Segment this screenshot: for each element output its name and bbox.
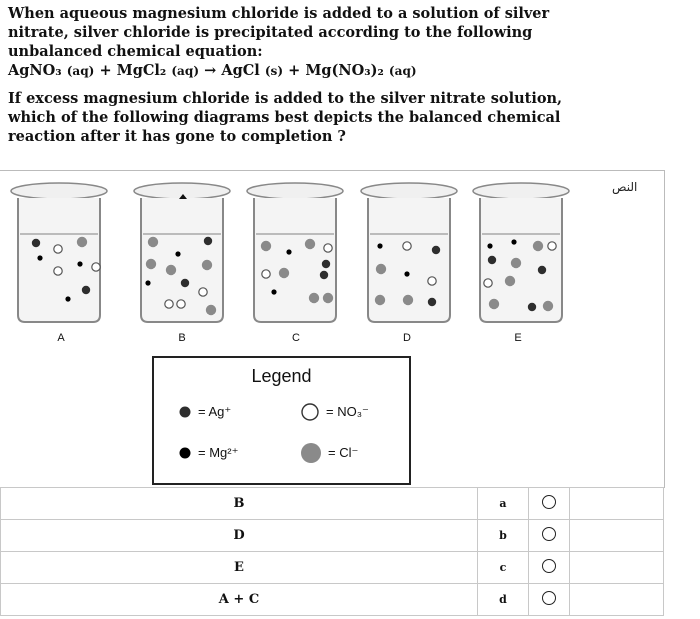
- ag-ion: [538, 266, 546, 274]
- legend-label-ag: = Ag⁺: [198, 404, 232, 419]
- ag-ion: [32, 239, 40, 247]
- ag-ion: [322, 260, 330, 268]
- beaker-c: [244, 180, 346, 328]
- beaker-b: [131, 180, 233, 328]
- beaker-d: [358, 180, 460, 328]
- option-radio-c[interactable]: [542, 559, 556, 573]
- reaction-arrow: →: [204, 62, 217, 79]
- legend-item-mg: [178, 445, 238, 461]
- reactant-agno3: AgNO₃: [8, 62, 62, 79]
- cl-ion: [543, 301, 553, 311]
- legend-label-no3: = NO₃⁻: [326, 404, 369, 419]
- option-row-d[interactable]: [1, 584, 664, 616]
- product-agcl: AgCl: [221, 62, 260, 79]
- cl-ion: [505, 276, 515, 286]
- option-text: D: [1, 520, 478, 552]
- beaker-label-d: D: [403, 332, 411, 344]
- mg-ion: [511, 239, 516, 244]
- beaker-e: [470, 180, 572, 328]
- legend-label-mg: = Mg²⁺: [198, 445, 239, 460]
- ag-ion: [320, 271, 328, 279]
- legend-item-ag: [178, 404, 231, 420]
- ag-ion-symbol: [178, 405, 192, 419]
- cl-ion: [261, 241, 271, 251]
- no3-ion: [54, 267, 62, 275]
- beaker-label-e: E: [514, 332, 522, 344]
- beaker-a: [8, 180, 110, 328]
- mg-ion: [65, 296, 70, 301]
- cl-ion-symbol: [300, 442, 322, 464]
- ag-ion: [204, 237, 212, 245]
- state-aq: (aq): [66, 64, 95, 78]
- no3-ion: [484, 279, 492, 287]
- question-paragraph-1: When aqueous magnesium chloride is added to a solution of silver nitrate, silver chloride is precipitated according to the following unbalanced chemical equation:: [8, 5, 550, 60]
- cl-ion: [279, 268, 289, 278]
- plus-sign: +: [99, 62, 112, 79]
- mg-ion: [487, 243, 492, 248]
- question-text: [8, 4, 588, 146]
- ag-ion: [428, 298, 436, 306]
- cl-ion: [146, 259, 156, 269]
- cl-ion: [403, 295, 413, 305]
- cl-ion: [206, 305, 216, 315]
- no3-ion: [403, 242, 411, 250]
- ag-ion: [181, 279, 189, 287]
- cl-ion: [323, 293, 333, 303]
- beaker-label-c: C: [292, 332, 300, 344]
- mg-ion: [175, 251, 180, 256]
- state-s: (s): [264, 64, 284, 78]
- text-section-label: النص: [612, 180, 638, 194]
- option-radio-d[interactable]: [542, 591, 556, 605]
- no3-ion: [199, 288, 207, 296]
- beaker-label-a: A: [57, 332, 65, 344]
- cl-ion: [77, 237, 87, 247]
- no3-ion: [324, 244, 332, 252]
- state-aq: (aq): [171, 64, 200, 78]
- mg-ion: [271, 289, 276, 294]
- option-letter: b: [478, 520, 529, 552]
- chemical-equation: [8, 61, 588, 81]
- cl-ion: [489, 299, 499, 309]
- legend-box: [152, 356, 411, 485]
- mg-ion: [377, 243, 382, 248]
- question-paragraph-2: If excess magnesium chloride is added to the silver nitrate solution, which of the following diagrams best depicts the balanced chemical reaction after it has gone to completion ?: [8, 90, 563, 145]
- option-text: A + C: [1, 584, 478, 616]
- no3-ion: [262, 270, 270, 278]
- cl-ion: [202, 260, 212, 270]
- option-row-b[interactable]: [1, 520, 664, 552]
- mg-ion: [77, 261, 82, 266]
- options-table: [0, 487, 664, 616]
- cl-ion: [148, 237, 158, 247]
- beaker-label-b: B: [178, 332, 186, 344]
- no3-ion: [548, 242, 556, 250]
- mg-ion-symbol: [178, 446, 192, 460]
- product-mgno3: Mg(NO₃)₂: [305, 62, 384, 79]
- no3-ion-symbol: [300, 402, 320, 422]
- cl-ion: [166, 265, 176, 275]
- no3-ion: [177, 300, 185, 308]
- mg-ion: [404, 271, 409, 276]
- cl-ion: [533, 241, 543, 251]
- mg-ion: [145, 280, 150, 285]
- option-row-c[interactable]: [1, 552, 664, 584]
- legend-item-no3: [300, 402, 369, 422]
- option-text: B: [1, 488, 478, 520]
- mg-ion: [286, 249, 291, 254]
- legend-item-cl: [300, 442, 358, 464]
- legend-label-cl: = Cl⁻: [328, 445, 359, 460]
- cl-ion: [375, 295, 385, 305]
- cl-ion: [309, 293, 319, 303]
- plus-sign: +: [288, 62, 301, 79]
- option-row-a[interactable]: [1, 488, 664, 520]
- no3-ion: [92, 263, 100, 271]
- option-radio-a[interactable]: [542, 495, 556, 509]
- option-letter: d: [478, 584, 529, 616]
- cl-ion: [376, 264, 386, 274]
- cl-ion: [305, 239, 315, 249]
- ag-ion: [528, 303, 536, 311]
- ag-ion: [82, 286, 90, 294]
- mg-ion: [37, 255, 42, 260]
- no3-ion: [165, 300, 173, 308]
- no3-ion: [428, 277, 436, 285]
- state-aq: (aq): [388, 64, 417, 78]
- legend-title: Legend: [251, 366, 312, 386]
- reactant-mgcl2: MgCl₂: [116, 62, 167, 79]
- option-letter: a: [478, 488, 529, 520]
- option-radio-b[interactable]: [542, 527, 556, 541]
- ag-ion: [432, 246, 440, 254]
- no3-ion: [54, 245, 62, 253]
- cl-ion: [511, 258, 521, 268]
- option-text: E: [1, 552, 478, 584]
- ag-ion: [488, 256, 496, 264]
- option-letter: c: [478, 552, 529, 584]
